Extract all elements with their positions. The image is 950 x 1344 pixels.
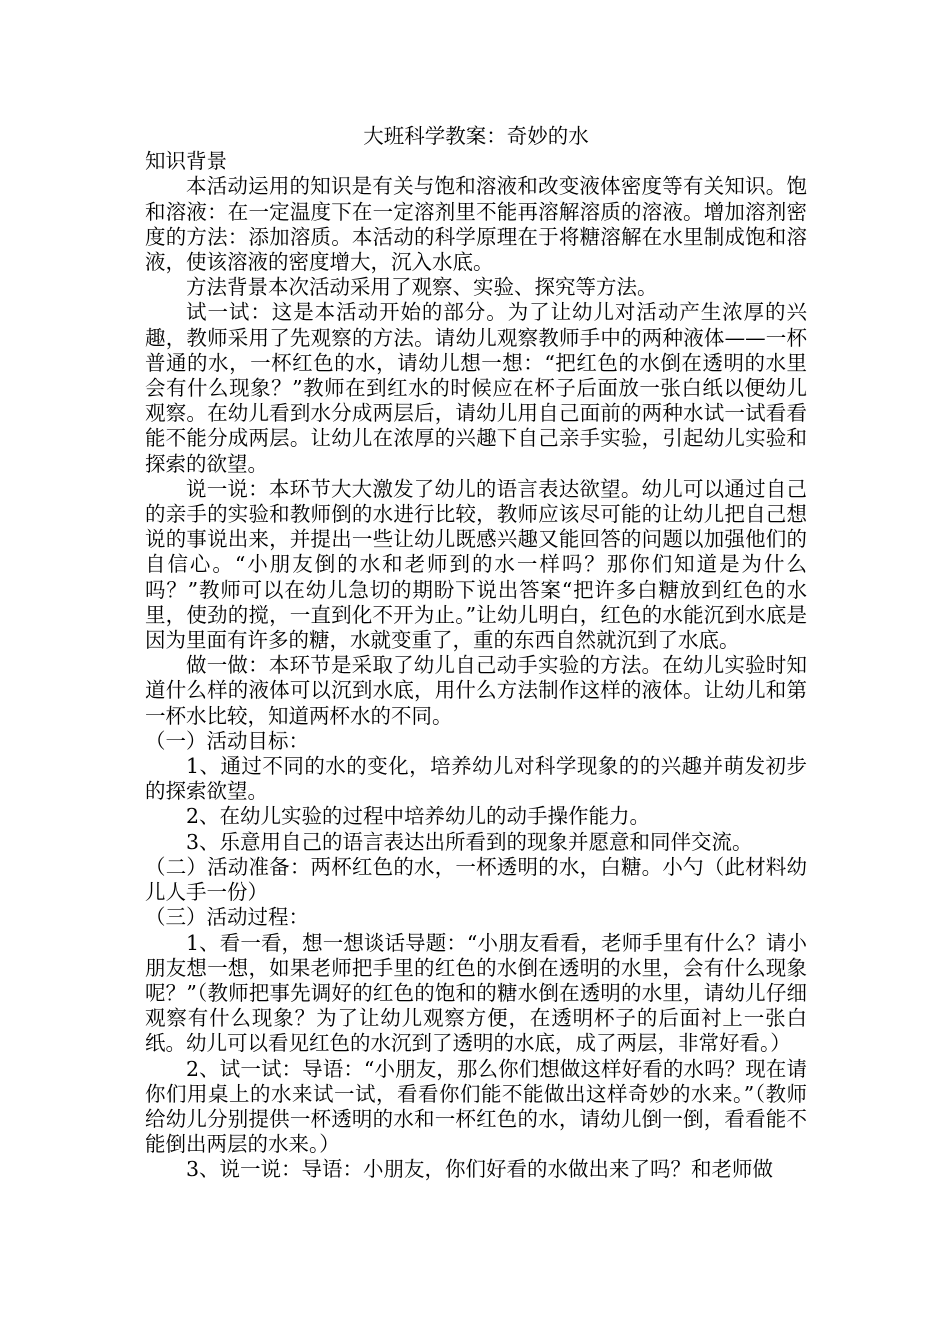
section-heading-goals: （一）活动目标： bbox=[145, 728, 309, 753]
process-step-1: 1、看一看，想一想谈话导题：“小朋友看看，老师手里有什么？请小朋友想一想，如果老师把手里的红色的水倒在透明的水里，会有什么现象呢？”（教师把事先调好的红色的饱和的糖水倒在透明的水里，请幼儿仔细观察有什么现象？为了让幼儿观察方便，在透明杯子的后面衬上一张白纸。幼儿可以看见红色的水沉到了透明的水底，成了两层，非常好看。） bbox=[145, 930, 807, 1056]
section-heading-knowledge-background: 知识背景 bbox=[145, 149, 227, 174]
section-heading-process: （三）活动过程： bbox=[145, 905, 309, 930]
document-title: 大班科学教案：奇妙的水 bbox=[363, 124, 589, 148]
paragraph-do: 做一做：本环节是采取了幼儿自己动手实验的方法。在幼儿实验时知道什么样的液体可以沉到水底，用什么方法制作这样的液体。让幼儿和第一杯水比较，知道两杯水的不同。 bbox=[145, 653, 807, 728]
document-body bbox=[145, 124, 807, 1183]
paragraph-knowledge: 本活动运用的知识是有关与饱和溶液和改变液体密度等有关知识。饱和溶液：在一定温度下在一定溶剂里不能再溶解溶质的溶液。增加溶剂密度的方法：添加溶质。本活动的科学原理在于将糖溶解在水里制成饱和溶液，使该溶液的密度增大，沉入水底。 bbox=[145, 174, 807, 275]
process-step-2: 2、试一试：导语：“小朋友，那么你们想做这样好看的水吗？现在请你们用桌上的水来试一试，看看你们能不能做出这样奇妙的水来。”（教师给幼儿分别提供一杯透明的水和一杯红色的水，请幼儿倒一倒，看看能不能倒出两层的水来。） bbox=[145, 1056, 807, 1157]
process-step-3: 3、说一说：导语：小朋友，你们好看的水做出来了吗？和老师做 bbox=[186, 1157, 774, 1182]
goal-item-2: 2、在幼儿实验的过程中培养幼儿的动手操作能力。 bbox=[186, 804, 651, 829]
paragraph-method-background: 方法背景本次活动采用了观察、实验、探究等方法。 bbox=[186, 275, 658, 300]
section-heading-preparation: （二）活动准备：两杯红色的水，一杯透明的水，白糖。小勺（此材料幼儿人手一份） bbox=[145, 854, 807, 905]
goal-item-1: 1、通过不同的水的变化，培养幼儿对科学现象的的兴趣并萌发初步的探索欲望。 bbox=[145, 754, 807, 804]
paragraph-try: 试一试：这是本活动开始的部分。为了让幼儿对活动产生浓厚的兴趣，教师采用了先观察的方法。请幼儿观察教师手中的两种液体——一杯普通的水，一杯红色的水，请幼儿想一想：“把红色的水倒在透明的水里会有什么现象？”教师在到红水的时候应在杯子后面放一张白纸以便幼儿观察。在幼儿看到水分成两层后，请幼儿用自己面前的两种水试一试看看能不能分成两层。让幼儿在浓厚的兴趣下自己亲手实验，引起幼儿实验和探索的欲望。 bbox=[145, 300, 807, 476]
paragraph-say: 说一说：本环节大大激发了幼儿的语言表达欲望。幼儿可以通过自己的亲手的实验和教师倒的水进行比较，教师应该尽可能的让幼儿把自己想说的事说出来，并提出一些让幼儿既感兴趣又能回答的问题以加强他们的自信心。“小朋友倒的水和老师到的水一样吗？那你们知道是为什么吗？”教师可以在幼儿急切的期盼下说出答案“把许多白糖放到红色的水里，使劲的搅，一直到化不开为止。”让幼儿明白，红色的水能沉到水底是因为里面有许多的糖，水就变重了，重的东西自然就沉到了水底。 bbox=[145, 476, 807, 653]
goal-item-3: 3、乐意用自己的语言表达出所看到的现象并愿意和同伴交流。 bbox=[186, 829, 753, 854]
